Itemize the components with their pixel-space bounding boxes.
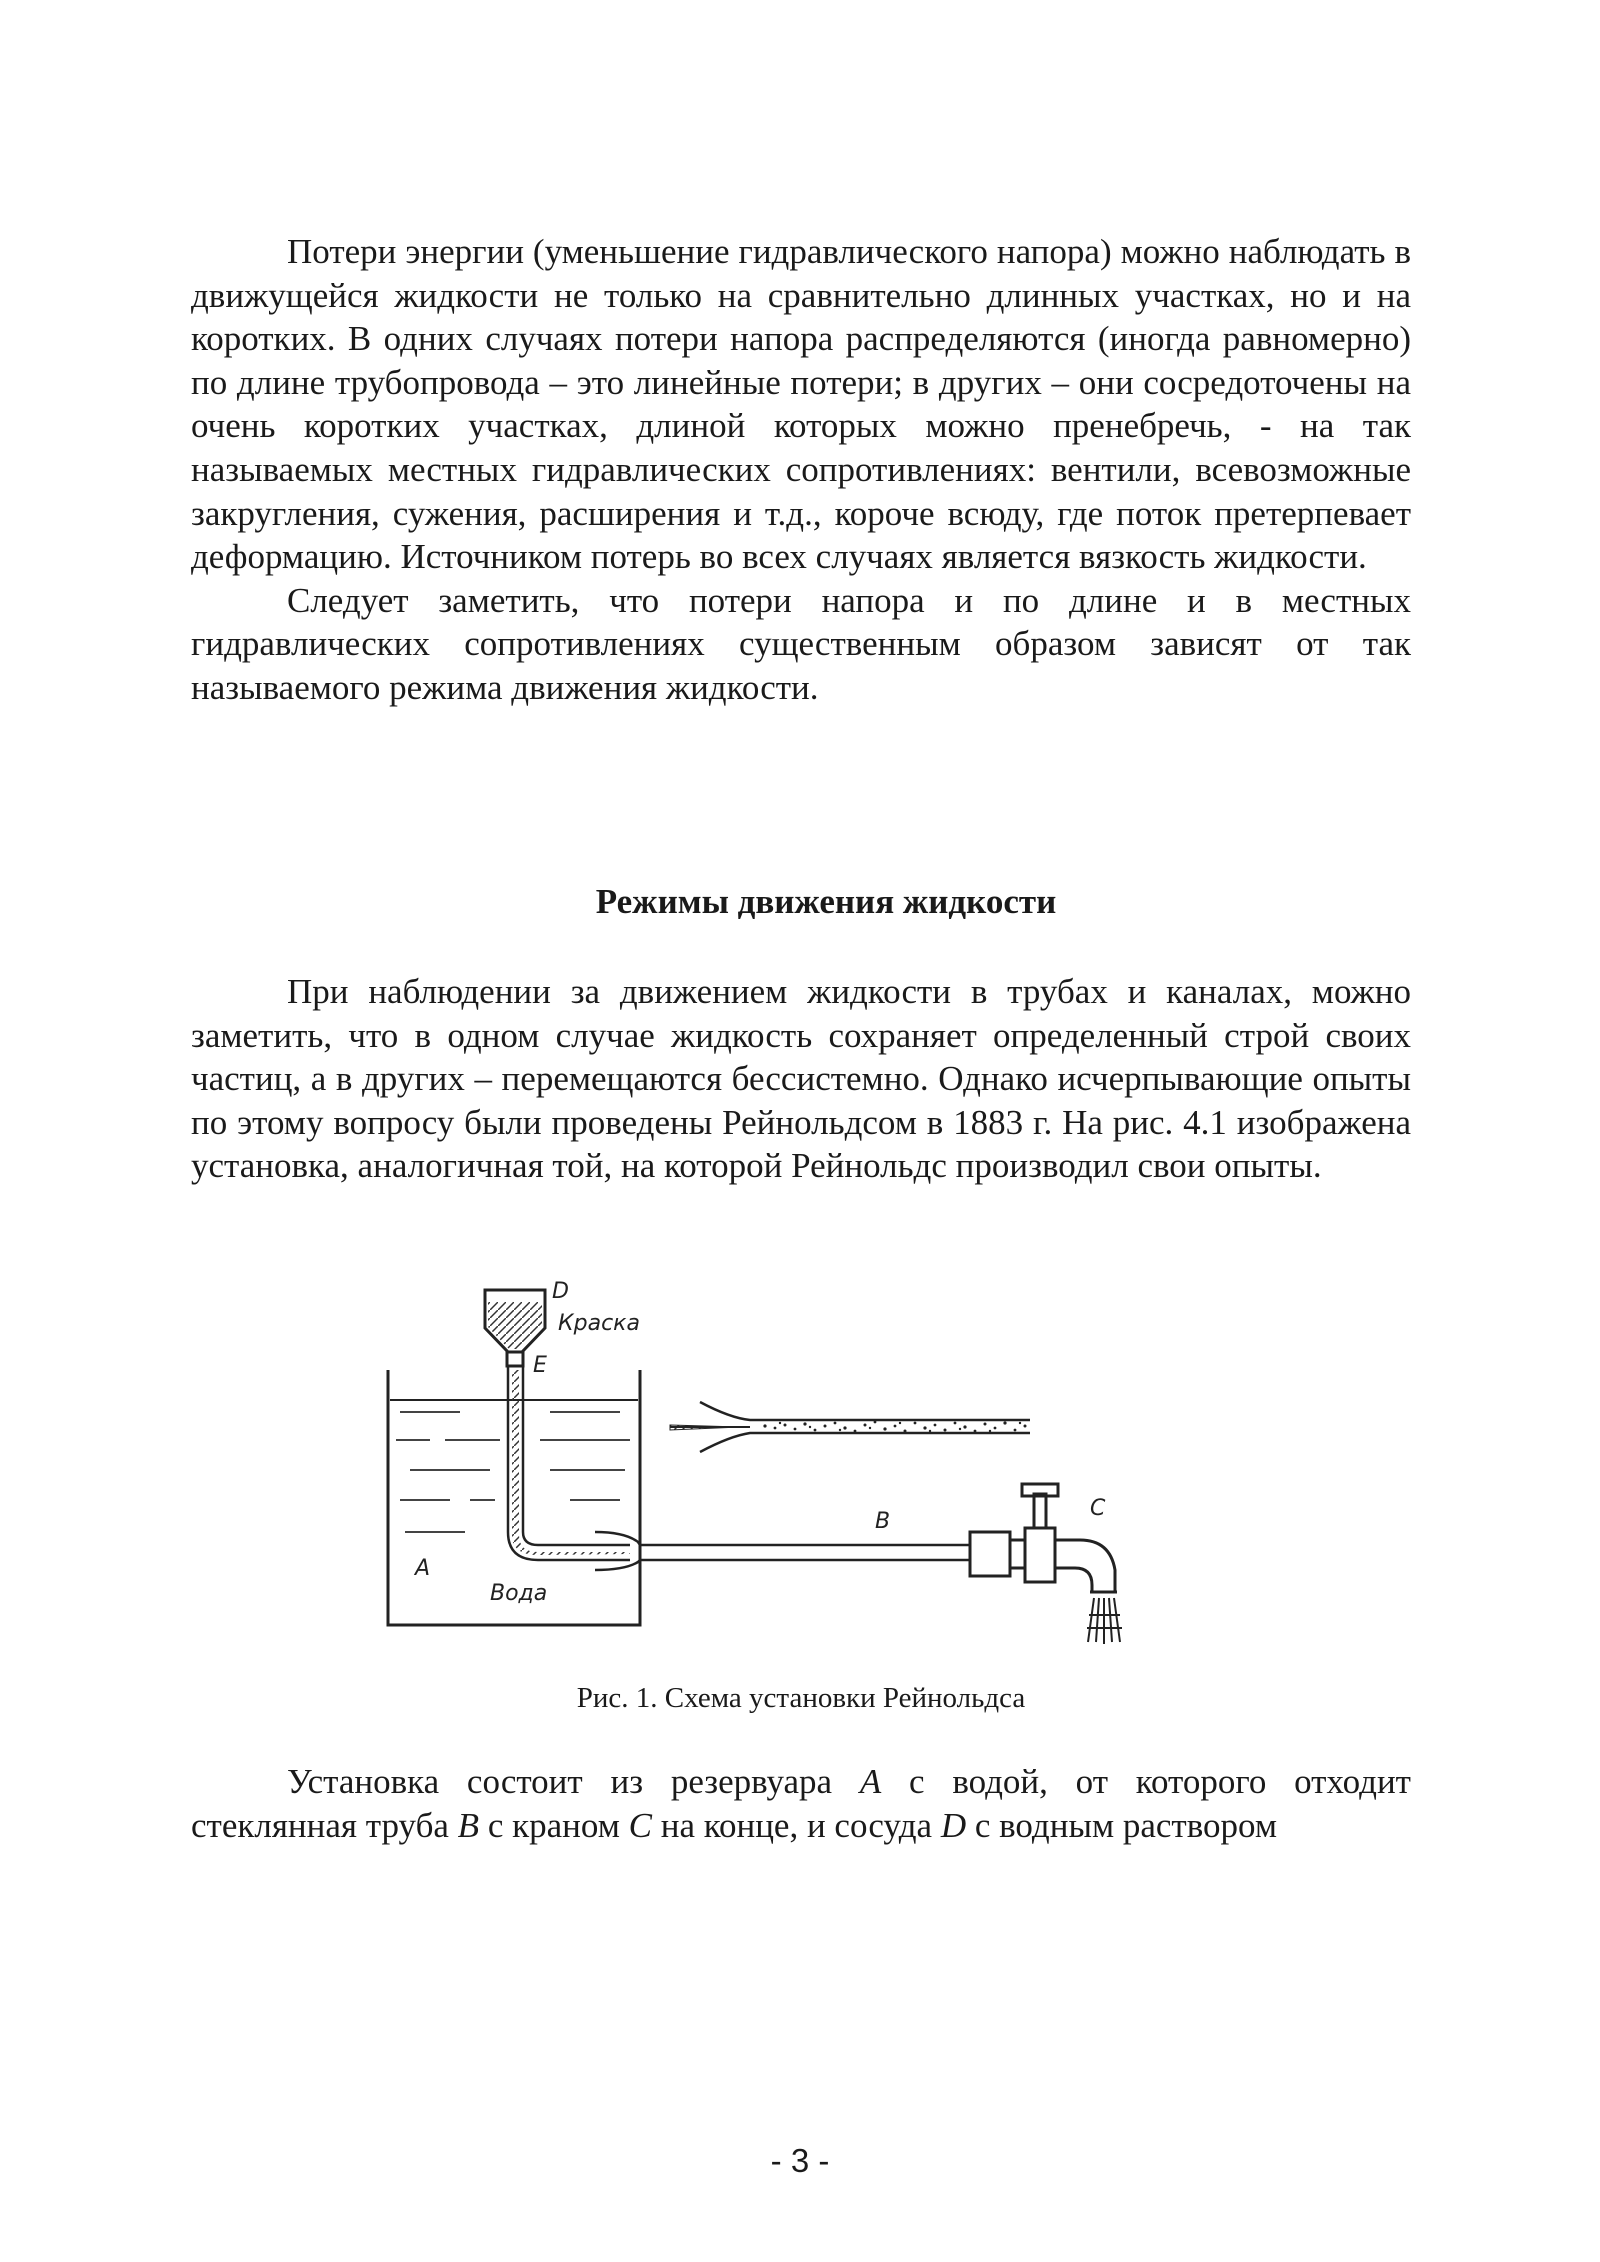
label-a: A: [415, 1556, 431, 1581]
paragraph-energy-losses: Потери энергии (уменьшение гидравлического напора) можно наблюдать в движущейся жидкости не только на сравнительно длинных участках, но и на коротких. В одних случаях потери напора распределяются (иногда равномерно) по длине трубопровода – это линейные потери; в других – они сосредоточены на очень коротких участках, длиной которых можно пренебречь, - на так называемых местных гидравлических сопротивлениях: вентили, всевозможные закругления, сужения, расширения и т.д., короче всюду, где поток претерпевает деформацию. Источником потерь во всех случаях является вязкость жидкости.: [191, 232, 1411, 577]
label-b: B: [875, 1509, 891, 1534]
intro-text: [191, 230, 1411, 710]
symbol-b: B: [457, 1805, 480, 1845]
label-d: D: [552, 1279, 569, 1304]
apparatus-text-1: Установка состоит из резервуара: [287, 1762, 860, 1801]
figure-caption: Рис. 1. Схема установки Рейнольдса: [576, 1682, 1026, 1714]
reynolds-apparatus-diagram: [370, 1270, 1250, 1650]
reynolds-apparatus-figure: [370, 1270, 1250, 1650]
turbulent-flow-inset: [670, 1402, 1030, 1452]
paragraph-flow-regime-note: Следует заметить, что потери напора и по длине и в местных гидравлических сопротивлениях существенным образом зависят от так называемого режима движения жидкости.: [191, 580, 1411, 707]
regimes-text: [191, 970, 1411, 1188]
label-e: E: [533, 1353, 547, 1378]
symbol-a: A: [859, 1762, 882, 1801]
symbol-c: C: [628, 1805, 652, 1845]
apparatus-description: [191, 1760, 1411, 1847]
page-number: - 3 -: [770, 2142, 830, 2179]
apparatus-text-4: на конце, и сосуда: [651, 1805, 941, 1845]
apparatus-text-3: с краном: [479, 1805, 629, 1845]
section-heading: Режимы движения жидкости: [595, 882, 1057, 921]
paragraph-reynolds-experiments: При наблюдении за движением жидкости в трубах и каналах, можно заметить, что в одном случае жидкость сохраняет определенный строй своих частиц, а в других – перемещаются бессистемно. Однако исчерпывающие опыты по этому вопросу были проведены Рейнольдсом в 1883 г. На рис. 4.1 изображена установка, аналогичная той, на которой Рейнольдс производил свои опыты.: [191, 972, 1411, 1186]
dye-tube: [508, 1366, 630, 1560]
apparatus-text-5: с водным раствором: [966, 1805, 1277, 1845]
apparatus-text-2: с водой, от которого отходит стеклянная труба: [191, 1762, 1411, 1845]
symbol-d: D: [940, 1805, 967, 1845]
glass-pipe: [595, 1532, 970, 1570]
outflow-spray: [1087, 1598, 1122, 1644]
label-dye: Краска: [558, 1311, 640, 1336]
paragraph-apparatus: [191, 1760, 1411, 1847]
label-water: Вода: [490, 1581, 548, 1606]
label-c: C: [1090, 1496, 1106, 1521]
